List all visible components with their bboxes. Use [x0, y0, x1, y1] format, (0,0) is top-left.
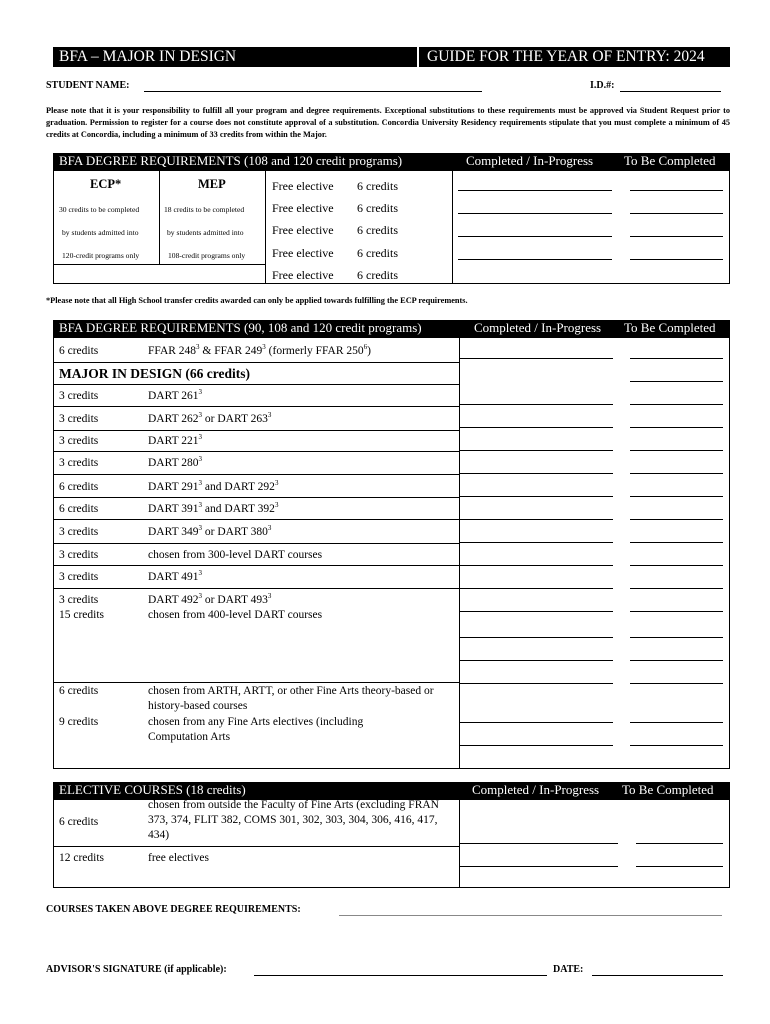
row-divider — [53, 406, 459, 407]
row-divider — [53, 474, 459, 475]
completed-field[interactable] — [459, 404, 613, 405]
program-title: BFA – MAJOR IN DESIGN — [59, 48, 237, 65]
section1-tbc-label: To Be Completed — [624, 153, 716, 168]
row-credits: 3 credits — [59, 571, 99, 583]
courses-above-label: COURSES TAKEN ABOVE DEGREE REQUIREMENTS: — [46, 904, 301, 915]
tbc-field[interactable] — [630, 637, 723, 638]
ecp-line: 120-credit programs only — [62, 251, 140, 260]
course-code: & FFAR 249 — [199, 345, 263, 357]
elective-name: Free elective — [272, 246, 334, 260]
course-code: DART 349 — [148, 526, 199, 538]
course-code: DART 291 — [148, 481, 199, 493]
row-course: free electives — [148, 852, 209, 864]
tbc-field[interactable] — [630, 358, 723, 359]
ffar-credits: 6 credits — [59, 345, 99, 357]
section2-completed-label: Completed / In-Progress — [474, 320, 602, 335]
advisor-signature-field[interactable] — [254, 975, 547, 976]
row-course — [148, 502, 278, 517]
row-credits: 12 credits — [59, 852, 105, 864]
mep-line: 108-credit programs only — [168, 251, 246, 260]
row-course: chosen from ARTH, ARTT, or other Fine Arts theory-based or history-based courses — [148, 685, 434, 712]
advisor-signature-label: ADVISOR'S SIGNATURE (if applicable): — [46, 964, 227, 975]
completed-field[interactable] — [459, 637, 613, 638]
row-course — [148, 570, 202, 585]
row-divider — [53, 519, 459, 520]
s2-col-divider — [459, 337, 460, 769]
section1-header — [53, 153, 730, 170]
footnote: 3 — [274, 501, 279, 510]
completed-field[interactable] — [458, 259, 612, 260]
section3-header — [53, 782, 730, 799]
tbc-field[interactable] — [630, 745, 723, 746]
tbc-field[interactable] — [630, 565, 723, 566]
course-code: DART 280 — [148, 457, 199, 469]
title-divider — [417, 47, 419, 67]
row-course — [148, 593, 271, 608]
tbc-field[interactable] — [630, 427, 723, 428]
tbc-field[interactable] — [630, 722, 723, 723]
row-course — [148, 412, 271, 427]
footnote: 3 — [198, 524, 203, 533]
section2-tbc-label: To Be Completed — [624, 320, 716, 335]
row-credits: 15 credits — [59, 609, 105, 621]
row-credits: 3 credits — [59, 390, 99, 402]
row-course — [148, 389, 202, 404]
row-course: chosen from any Fine Arts electives (including Computation Arts — [148, 716, 364, 743]
course-code: FFAR 248 — [148, 345, 197, 357]
ecp-line: by students admitted into — [62, 228, 139, 237]
row-credits: 6 credits — [59, 685, 99, 697]
course-code: ) — [367, 345, 371, 357]
completed-field[interactable] — [459, 358, 613, 359]
ecp-transfer-note: *Please note that all High School transfer credits awarded can only be applied towards fulfilling the ECP requirements. — [46, 296, 468, 305]
course-code: and DART 392 — [202, 503, 275, 515]
tbc-field[interactable] — [636, 866, 723, 867]
row-divider — [53, 384, 459, 385]
elective-name: Free elective — [272, 268, 334, 282]
tbc-field[interactable] — [630, 519, 723, 520]
row-credits: 6 credits — [59, 481, 99, 493]
elective-credits: 6 credits — [357, 223, 398, 237]
tbc-field[interactable] — [630, 381, 723, 382]
completed-field[interactable] — [459, 519, 613, 520]
ecp-heading: ECP* — [90, 177, 122, 191]
s1-col-divider-1 — [159, 170, 160, 264]
tbc-field[interactable] — [630, 542, 723, 543]
footnote: 3 — [267, 524, 272, 533]
footnote: 3 — [198, 388, 203, 397]
elective-name: Free elective — [272, 179, 334, 193]
course-code: DART 221 — [148, 435, 199, 447]
row-course: chosen from 400-level DART courses — [148, 609, 323, 621]
elective-name: Free elective — [272, 201, 334, 215]
section1-title: BFA DEGREE REQUIREMENTS (108 and 120 credit programs) — [59, 153, 403, 168]
tbc-field[interactable] — [630, 660, 723, 661]
footnote: 3 — [198, 479, 203, 488]
tbc-field[interactable] — [630, 213, 723, 214]
row-credits: 3 credits — [59, 413, 99, 425]
date-label: DATE: — [553, 964, 584, 975]
row-course — [148, 525, 271, 540]
row-divider — [53, 430, 459, 431]
footnote: 3 — [267, 411, 272, 420]
completed-field[interactable] — [459, 683, 613, 684]
footnote: 3 — [267, 592, 272, 601]
section2-title: BFA DEGREE REQUIREMENTS (90, 108 and 120 credit programs) — [59, 320, 422, 335]
row-divider — [53, 682, 459, 683]
tbc-field[interactable] — [630, 588, 723, 589]
tbc-field[interactable] — [630, 683, 723, 684]
row-divider — [53, 846, 459, 847]
completed-field[interactable] — [458, 213, 612, 214]
completed-field[interactable] — [459, 496, 613, 497]
course-code: DART 492 — [148, 594, 199, 606]
tbc-field[interactable] — [630, 611, 723, 612]
completed-field[interactable] — [459, 588, 613, 589]
elective-credits: 6 credits — [357, 246, 398, 260]
section3-tbc-label: To Be Completed — [622, 782, 714, 797]
completed-field[interactable] — [459, 450, 613, 451]
s1-ecp-bottom — [53, 264, 265, 265]
row-divider — [53, 588, 459, 589]
student-name-field[interactable] — [144, 91, 482, 92]
course-code: or DART 263 — [202, 413, 268, 425]
section2-header — [53, 320, 730, 337]
footnote: 3 — [274, 479, 279, 488]
s1-col-divider-3 — [452, 170, 453, 284]
row-course: chosen from 300-level DART courses — [148, 549, 323, 561]
row-credits: 3 credits — [59, 526, 99, 538]
footnote: 3 — [198, 569, 203, 578]
title-bar — [53, 47, 730, 67]
footnote: 6 — [363, 343, 368, 352]
row-course — [148, 434, 202, 449]
elective-credits: 6 credits — [357, 201, 398, 215]
course-code: DART 491 — [148, 571, 199, 583]
completed-field[interactable] — [459, 722, 613, 723]
section3-title: ELECTIVE COURSES (18 credits) — [59, 782, 246, 797]
tbc-field[interactable] — [630, 404, 723, 405]
student-name-label: STUDENT NAME: — [46, 80, 130, 91]
row-course: chosen from outside the Faculty of Fine Arts (excluding FRAN 373, 374, FLIT 382, COMS 301, 302, 303, 304, 306, 416, 417, 434) — [148, 799, 439, 841]
row-course — [148, 456, 202, 471]
elective-credits: 6 credits — [357, 179, 398, 193]
row-credits: 3 credits — [59, 594, 99, 606]
section3-completed-label: Completed / In-Progress — [472, 782, 600, 797]
course-code: DART 391 — [148, 503, 199, 515]
footnote: 3 — [198, 455, 203, 464]
tbc-field[interactable] — [630, 450, 723, 451]
footnote: 3 — [262, 343, 266, 352]
mep-line: by students admitted into — [167, 228, 244, 237]
tbc-field[interactable] — [630, 190, 723, 191]
id-field[interactable] — [620, 91, 721, 92]
date-field[interactable] — [592, 975, 723, 976]
footnote: 3 — [198, 592, 203, 601]
row-credits: 9 credits — [59, 716, 99, 728]
footnote: 3 — [198, 501, 203, 510]
row-credits: 6 credits — [59, 816, 99, 828]
row-course — [148, 480, 278, 495]
ecp-line: 30 credits to be completed — [59, 205, 140, 214]
completed-field[interactable] — [459, 542, 613, 543]
tbc-field[interactable] — [630, 496, 723, 497]
completed-field[interactable] — [459, 473, 613, 474]
completed-field[interactable] — [458, 236, 612, 237]
completed-field[interactable] — [459, 843, 618, 844]
mep-line: 18 credits to be completed — [164, 205, 245, 214]
course-code: and DART 292 — [202, 481, 275, 493]
completed-field[interactable] — [459, 427, 613, 428]
tbc-field[interactable] — [630, 473, 723, 474]
mep-heading: MEP — [198, 177, 226, 191]
completed-field[interactable] — [458, 190, 612, 191]
completed-field[interactable] — [459, 660, 613, 661]
responsibility-notice: Please note that it is your responsibility to fulfill all your program and degree requirements. Exceptional substitutions to these requirements must be approved via Student Request prior to graduation. Permission to register for a course does not constitute approval of a substitution. Concordia University Residency requirements stipulate that you must complete a minimum of 45 credits at Concordia, including a minimum of 33 credits from within the Major. — [46, 106, 730, 139]
footnote: 3 — [196, 343, 200, 352]
row-credits: 3 credits — [59, 549, 99, 561]
completed-field[interactable] — [459, 866, 618, 867]
tbc-field[interactable] — [630, 259, 723, 260]
completed-field[interactable] — [459, 745, 613, 746]
footnote: 3 — [198, 433, 203, 442]
course-code: (formerly FFAR 250 — [265, 345, 364, 357]
tbc-field[interactable] — [630, 236, 723, 237]
ffar-course — [148, 344, 371, 359]
course-code: DART 262 — [148, 413, 199, 425]
id-label: I.D.#: — [590, 80, 615, 91]
row-divider — [53, 451, 459, 452]
course-code: or DART 493 — [202, 594, 268, 606]
course-code: or DART 380 — [202, 526, 268, 538]
elective-credits: 6 credits — [357, 268, 398, 282]
elective-name: Free elective — [272, 223, 334, 237]
major-heading: MAJOR IN DESIGN (66 credits) — [59, 366, 250, 381]
tbc-field[interactable] — [636, 843, 723, 844]
footnote: 3 — [198, 411, 203, 420]
completed-field[interactable] — [459, 565, 613, 566]
row-credits: 3 credits — [59, 457, 99, 469]
row-divider — [53, 362, 459, 363]
row-divider — [53, 497, 459, 498]
row-credits: 6 credits — [59, 503, 99, 515]
row-divider — [53, 543, 459, 544]
course-code: DART 261 — [148, 390, 199, 402]
courses-above-field[interactable] — [339, 915, 722, 916]
row-divider — [53, 565, 459, 566]
guide-year-title: GUIDE FOR THE YEAR OF ENTRY: 2024 — [427, 48, 705, 65]
completed-field[interactable] — [459, 611, 613, 612]
section1-completed-label: Completed / In-Progress — [466, 153, 594, 168]
row-credits: 3 credits — [59, 435, 99, 447]
s1-col-divider-2 — [265, 170, 266, 284]
